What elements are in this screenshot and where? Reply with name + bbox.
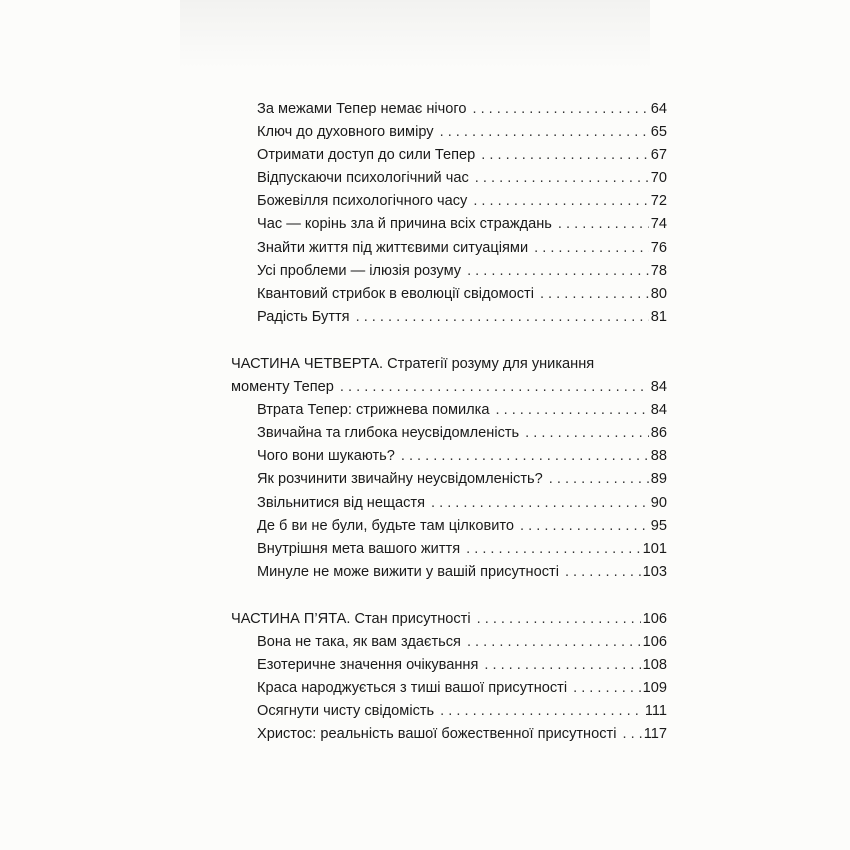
toc-entry-page: 76	[650, 239, 667, 256]
toc-entry-page: 72	[650, 193, 667, 210]
toc-entry-title: Чого вони шукають?	[257, 448, 395, 465]
dot-leader	[622, 723, 641, 746]
toc-entry-title: Ключ до духовного виміру	[257, 124, 434, 141]
toc-entry	[231, 399, 667, 422]
dot-leader	[467, 260, 649, 283]
toc-entry	[231, 723, 667, 746]
dot-leader	[565, 561, 641, 584]
dot-leader	[520, 515, 649, 538]
toc-entry-page: 86	[650, 425, 667, 442]
dot-leader	[440, 700, 643, 723]
toc-entry-title: Вона не така, як вам здається	[257, 633, 461, 650]
dot-leader	[477, 608, 641, 631]
dot-leader	[340, 376, 649, 399]
dot-leader	[481, 144, 649, 167]
toc-entry-title: Осягнути чисту свідомість	[257, 703, 435, 720]
dot-leader	[525, 422, 649, 445]
dot-leader	[558, 213, 649, 236]
toc-entry-page: 65	[650, 124, 667, 141]
section-gap	[231, 584, 667, 608]
toc-entry	[231, 700, 667, 723]
dot-leader	[540, 283, 649, 306]
toc-entry-page: 109	[642, 680, 667, 697]
toc-entry	[231, 121, 667, 144]
toc-entry-title: Квантовий стрибок в еволюції свідомості	[257, 285, 534, 302]
dot-leader	[549, 468, 649, 491]
dot-leader	[473, 190, 648, 213]
dot-leader	[401, 445, 649, 468]
toc-entry	[231, 631, 667, 654]
toc-entry-page: 78	[650, 262, 667, 279]
dot-leader	[534, 237, 649, 260]
toc-entry	[231, 492, 667, 515]
toc-entry-page: 81	[650, 308, 667, 325]
toc-entry-page: 88	[650, 448, 667, 465]
part-heading-page: 106	[642, 610, 667, 627]
toc-entry	[231, 538, 667, 561]
toc-entry-title: Отримати доступ до сили Тепер	[257, 147, 476, 164]
dot-leader	[440, 121, 649, 144]
toc-entry-page: 80	[650, 285, 667, 302]
dot-leader	[356, 306, 649, 329]
toc-entry-title: Час — корінь зла й причина всіх страждань	[257, 216, 552, 233]
toc-entry-title: Відпускаючи психологічний час	[257, 170, 469, 187]
dot-leader	[467, 631, 641, 654]
part-heading-line	[231, 608, 667, 631]
part-heading-continuation: моменту Тепер	[231, 379, 334, 396]
toc-entry-page: 64	[650, 101, 667, 117]
toc-entry	[231, 98, 667, 121]
toc-entry-title: Внутрішня мета вашого життя	[257, 540, 461, 557]
toc-entry-page: 90	[650, 494, 667, 511]
toc-entry-title: Як розчинити звичайну неусвідомленість?	[257, 471, 543, 488]
toc-entry	[231, 237, 667, 260]
toc-entry-title: Втрата Тепер: стрижнева помилка	[257, 402, 490, 419]
toc-entry-page: 117	[643, 726, 667, 743]
table-of-contents	[231, 98, 667, 746]
toc-entry-title: Усі проблеми — ілюзія розуму	[257, 262, 462, 279]
toc-entry-page: 101	[642, 540, 667, 557]
toc-entry-title: Звичайна та глибока неусвідомленість	[257, 425, 520, 442]
toc-entry-page: 67	[650, 147, 667, 164]
toc-entry-page: 70	[650, 170, 667, 187]
toc-entry-title: За межами Тепер немає нічого	[257, 101, 467, 117]
toc-entry-title: Божевілля психологічного часу	[257, 193, 468, 210]
dot-leader	[573, 677, 641, 700]
part-heading: ЧАСТИНА ЧЕТВЕРТА. Стратегії розуму для уникання	[231, 355, 595, 372]
toc-entry	[231, 144, 667, 167]
toc-entry	[231, 445, 667, 468]
part-heading-page: 84	[650, 379, 667, 396]
toc-entry	[231, 306, 667, 329]
toc-entry-page: 84	[650, 402, 667, 419]
dot-leader	[431, 492, 649, 515]
toc-entry-page: 95	[650, 517, 667, 534]
toc-entry-title: Краса народжується з тиші вашої присутності	[257, 680, 568, 697]
dot-leader	[466, 538, 641, 561]
toc-entry-page: 103	[642, 563, 667, 580]
toc-entry-page: 106	[642, 633, 667, 650]
toc-entry-page: 74	[650, 216, 667, 233]
toc-entry	[231, 515, 667, 538]
toc-entry	[231, 468, 667, 491]
toc-entry	[231, 677, 667, 700]
toc-entry	[231, 561, 667, 584]
dot-leader	[475, 167, 649, 190]
toc-entry-title: Радість Буття	[257, 308, 350, 325]
part-heading-line	[231, 376, 667, 399]
toc-entry	[231, 283, 667, 306]
toc-entry-page: 108	[642, 657, 667, 674]
toc-entry-page: 111	[644, 703, 667, 720]
dot-leader	[495, 399, 648, 422]
dot-leader	[472, 98, 648, 121]
toc-entry	[231, 190, 667, 213]
toc-entry-page: 89	[650, 471, 667, 488]
toc-entry	[231, 260, 667, 283]
toc-entry-title: Звільнитися від нещастя	[257, 494, 425, 511]
toc-entry-title: Знайти життя під життєвими ситуаціями	[257, 239, 529, 256]
section-gap	[231, 329, 667, 353]
toc-entry	[231, 654, 667, 677]
dot-leader	[484, 654, 640, 677]
toc-entry-title: Минуле не може вижити у вашій присутності	[257, 563, 559, 580]
part-heading: ЧАСТИНА П’ЯТА. Стан присутності	[231, 610, 471, 627]
toc-entry-title: Де б ви не були, будьте там цілковито	[257, 517, 515, 534]
toc-entry	[231, 422, 667, 445]
toc-entry-title: Езотеричне значення очікування	[257, 657, 479, 674]
toc-entry	[231, 167, 667, 190]
toc-entry-title: Христос: реальність вашої божественної присутності	[257, 726, 617, 743]
toc-entry	[231, 213, 667, 236]
